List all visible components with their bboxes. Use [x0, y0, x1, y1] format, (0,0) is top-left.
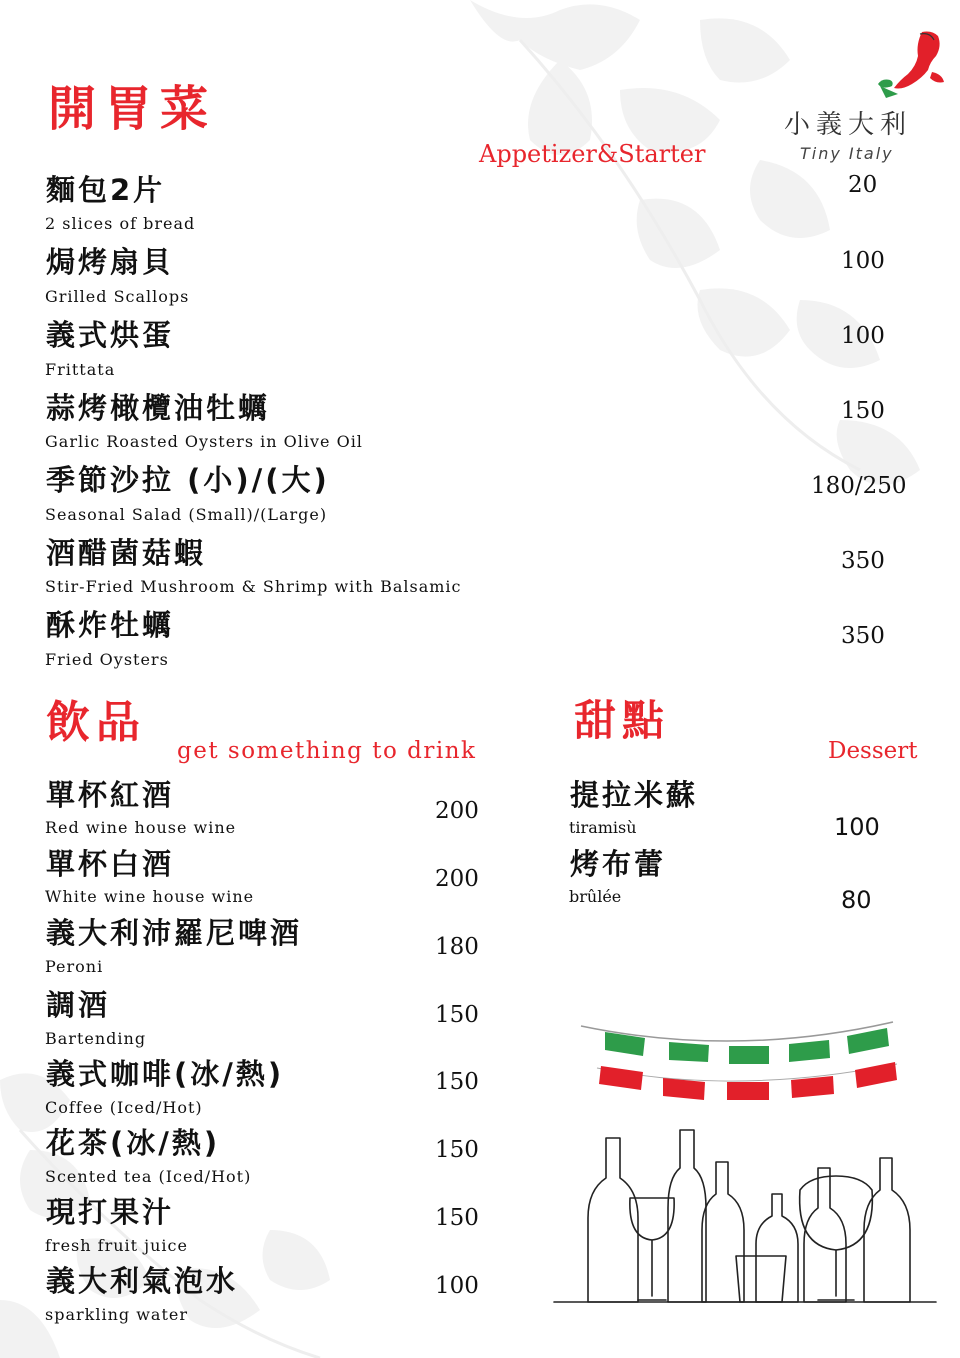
menu-item-en: tiramisù: [569, 818, 637, 837]
menu-item-zh: 調酒: [46, 988, 111, 1022]
menu-item-en: Bartending: [45, 1029, 147, 1048]
menu-item-zh: 義大利氣泡水: [46, 1264, 239, 1298]
menu-item-zh: 單杯白酒: [46, 847, 175, 881]
flag-bunting-illustration: [575, 1018, 905, 1108]
menu-item-price: 150: [435, 1002, 479, 1028]
menu-item-zh: 義式烘蛋: [46, 318, 175, 352]
logo-chinese-name: 小義大利: [784, 110, 913, 140]
menu-item-en: Stir-Fried Mushroom & Shrimp with Balsamic: [45, 577, 462, 596]
menu-item-price: 20: [848, 172, 878, 198]
bottles-glasses-illustration: [550, 1128, 940, 1308]
logo-english-name: Tiny Italy: [800, 144, 894, 163]
menu-item-zh: 提拉米蘇: [570, 778, 699, 812]
drinks-title: 飲品: [46, 697, 146, 748]
menu-item-price: 100: [435, 1273, 479, 1299]
menu-item-en: Scented tea (Iced/Hot): [45, 1167, 252, 1186]
menu-item-zh: 義大利沛羅尼啤酒: [46, 916, 303, 950]
menu-item-price: 350: [841, 548, 885, 574]
menu-item-en: White wine house wine: [45, 887, 255, 906]
italy-map-icon: [872, 28, 948, 100]
menu-item-zh: 烤布蕾: [570, 847, 667, 881]
menu-item-price: 80: [841, 886, 872, 914]
menu-item-en: Coffee (Iced/Hot): [45, 1098, 203, 1117]
menu-item-price: 100: [841, 323, 885, 349]
menu-item-en: Peroni: [45, 957, 104, 976]
menu-item-zh: 花茶(冰/熱): [46, 1126, 221, 1160]
drinks-subtitle: get something to drink: [177, 738, 477, 764]
menu-item-en: Grilled Scallops: [45, 287, 190, 306]
menu-item-price: 200: [435, 866, 479, 892]
menu-item-zh: 義式咖啡(冰/熱): [46, 1057, 285, 1091]
menu-item-zh: 焗烤扇貝: [46, 245, 175, 279]
dessert-subtitle: Dessert: [828, 738, 918, 764]
menu-item-zh: 酒醋菌菇蝦: [46, 536, 207, 570]
dessert-title: 甜點: [574, 696, 671, 745]
menu-item-price: 150: [435, 1205, 479, 1231]
menu-item-zh: 酥炸牡蠣: [46, 608, 175, 642]
menu-item-en: 2 slices of bread: [45, 214, 196, 233]
menu-item-price: 350: [841, 623, 885, 649]
menu-item-zh: 現打果汁: [46, 1195, 175, 1229]
menu-item-price: 100: [841, 248, 885, 274]
menu-item-en: brûlée: [569, 887, 622, 906]
menu-item-en: Seasonal Salad (Small)/(Large): [45, 505, 328, 524]
menu-item-price: 200: [435, 798, 479, 824]
menu-item-price: 150: [435, 1137, 479, 1163]
menu-item-zh: 麵包2片: [46, 173, 166, 207]
menu-item-en: Frittata: [45, 360, 116, 379]
menu-item-en: Fried Oysters: [45, 650, 169, 669]
menu-item-price: 180/250: [811, 473, 907, 499]
menu-item-price: 100: [834, 813, 880, 841]
menu-item-en: fresh fruit juice: [45, 1236, 188, 1255]
menu-item-en: Garlic Roasted Oysters in Olive Oil: [45, 432, 363, 451]
menu-item-zh: 季節沙拉 (小)/(大): [46, 463, 330, 497]
menu-item-en: sparkling water: [45, 1305, 188, 1324]
menu-item-zh: 蒜烤橄欖油牡蠣: [46, 391, 271, 425]
menu-item-en: Red wine house wine: [45, 818, 237, 837]
menu-item-price: 180: [435, 934, 479, 960]
menu-item-zh: 單杯紅酒: [46, 778, 175, 812]
appetizer-subtitle: Appetizer&Starter: [479, 140, 706, 168]
menu-item-price: 150: [435, 1069, 479, 1095]
appetizer-title: 開胃菜: [48, 81, 217, 137]
menu-item-price: 150: [841, 398, 885, 424]
